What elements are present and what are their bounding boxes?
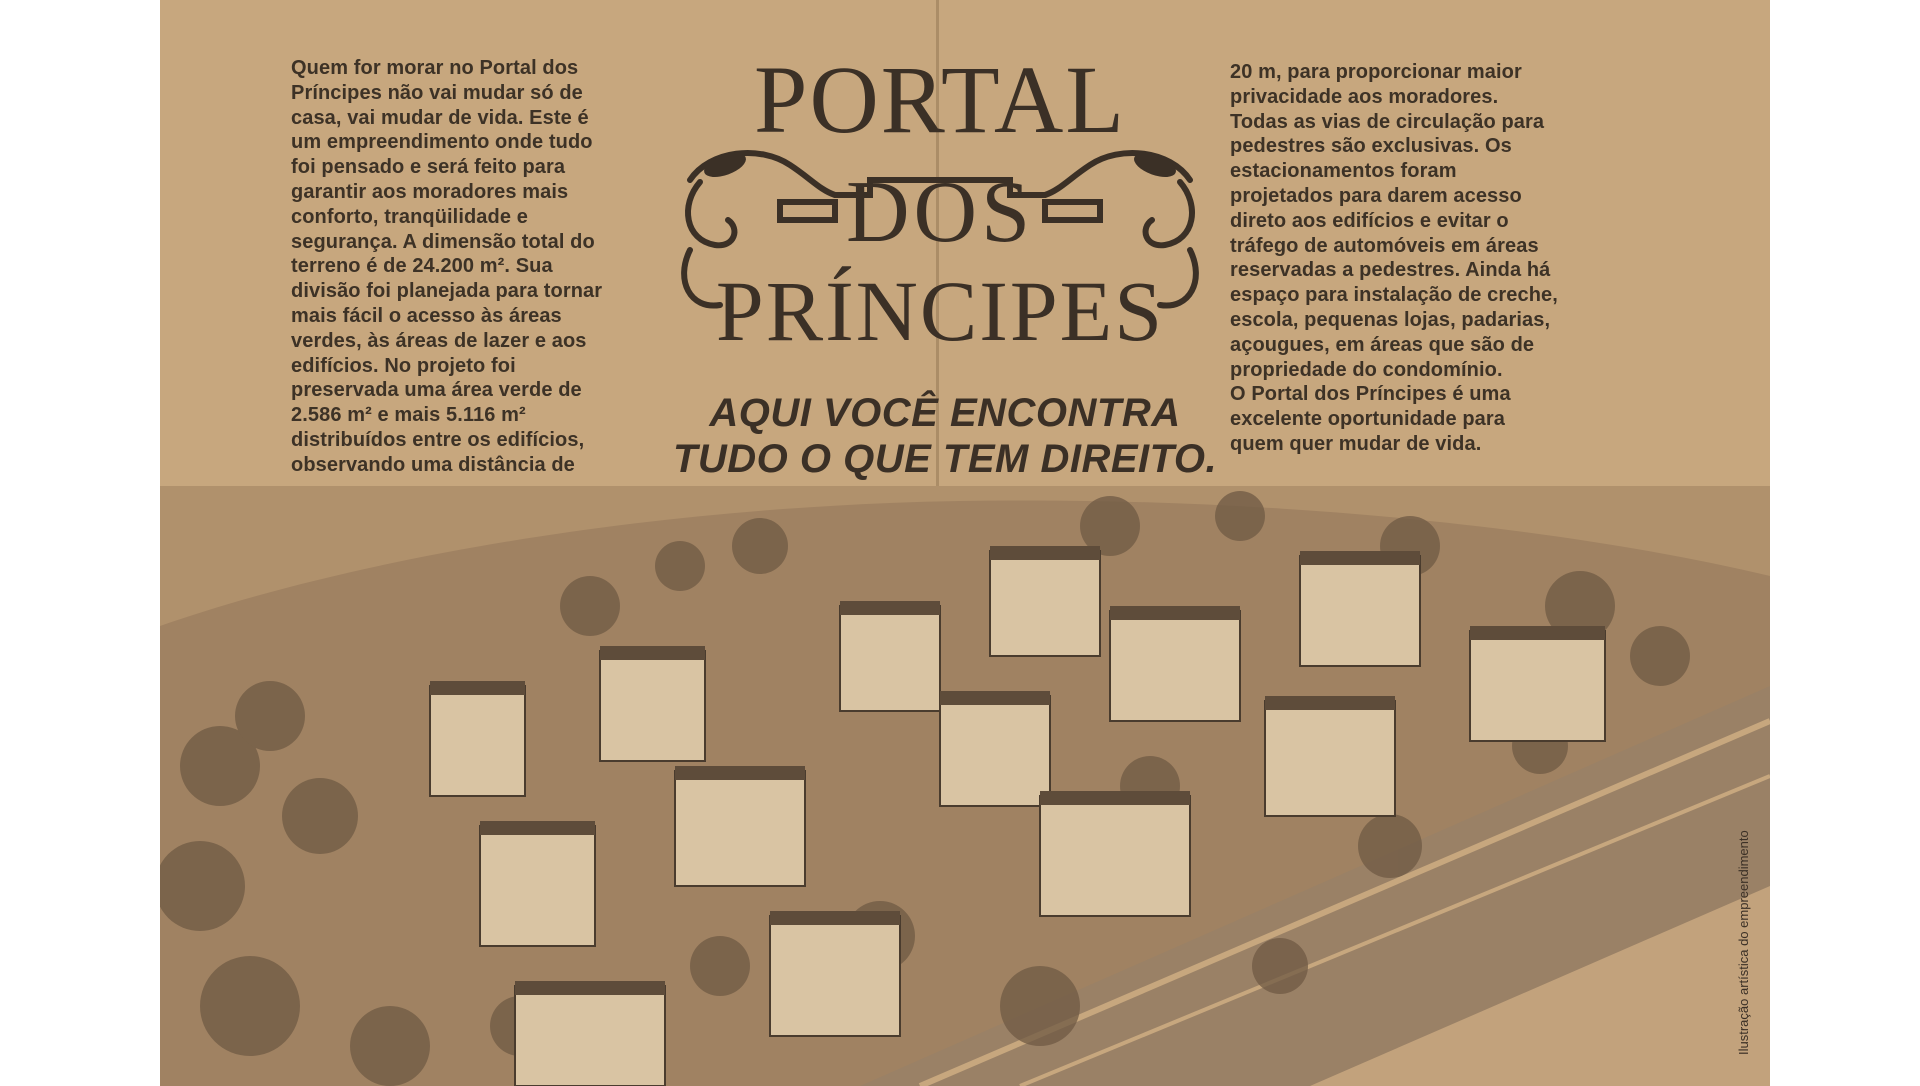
logo-line-dos: DOS xyxy=(845,164,1035,261)
text-line: conforto, tranqüilidade e xyxy=(291,205,528,228)
text-line: açougues, em áreas que são de xyxy=(1230,333,1535,356)
brochure-spread xyxy=(160,0,1770,1086)
text-line: observando uma distância de xyxy=(291,453,575,476)
slogan-line: TUDO O QUE TEM DIREITO. xyxy=(672,437,1218,481)
text-line: propriedade do condomínio. xyxy=(1230,358,1503,381)
slogan-line: AQUI VOCÊ ENCONTRA xyxy=(709,391,1181,435)
logo-line-principes: PRÍNCIPES xyxy=(715,263,1165,359)
text-line: projetados para darem acesso xyxy=(1230,184,1522,207)
text-line: privacidade aos moradores. xyxy=(1230,85,1499,108)
text-line: pedestres são exclusivas. Os xyxy=(1230,135,1512,158)
text-line: casa, vai mudar de vida. Este é xyxy=(291,106,589,129)
text-line: verdes, às áreas de lazer e aos xyxy=(291,329,587,352)
text-line: garantir aos moradores mais xyxy=(291,180,569,203)
text-line: reservadas a pedestres. Ainda há xyxy=(1230,259,1551,282)
text-line: divisão foi planejada para tornar xyxy=(291,280,603,303)
text-line: excelente oportunidade para xyxy=(1230,408,1505,431)
text-line: mais fácil o acesso às áreas xyxy=(291,304,562,327)
text-line: segurança. A dimensão total do xyxy=(291,230,595,253)
text-line: preservada uma área verde de xyxy=(291,379,582,402)
text-line: escola, pequenas lojas, padarias, xyxy=(1230,308,1551,331)
left-text-column xyxy=(291,56,631,478)
slogan xyxy=(665,390,1225,482)
right-text-column xyxy=(1230,60,1600,457)
text-line: 2.586 m² e mais 5.116 m² xyxy=(291,404,526,427)
text-line: quem quer mudar de vida. xyxy=(1230,432,1482,455)
text-line: Quem for morar no Portal dos xyxy=(291,57,579,79)
text-line: Todas as vias de circulação para xyxy=(1230,110,1545,133)
illustration-caption: Ilustração artística do empreendimento xyxy=(1736,830,1751,1055)
text-line: 20 m, para proporcionar maior xyxy=(1230,61,1522,83)
text-line: Príncipes não vai mudar só de xyxy=(291,81,583,104)
text-line: O Portal dos Príncipes é uma xyxy=(1230,383,1511,406)
text-line: direto aos edifícios e evitar o xyxy=(1230,209,1509,232)
text-line: um empreendimento onde tudo xyxy=(291,131,593,154)
text-line: foi pensado e será feito para xyxy=(291,156,566,179)
text-line: tráfego de automóveis em áreas xyxy=(1230,234,1539,257)
text-line: estacionamentos foram xyxy=(1230,160,1457,183)
text-line: distribuídos entre os edifícios, xyxy=(291,428,585,451)
logo-line-portal: PORTAL xyxy=(754,46,1126,153)
portal-dos-principes-logo xyxy=(670,46,1210,360)
text-line: espaço para instalação de creche, xyxy=(1230,284,1558,307)
text-line: terreno é de 24.200 m². Sua xyxy=(291,255,553,278)
text-line: edifícios. No projeto foi xyxy=(291,354,516,377)
condominium-aerial-illustration xyxy=(160,486,1770,1086)
